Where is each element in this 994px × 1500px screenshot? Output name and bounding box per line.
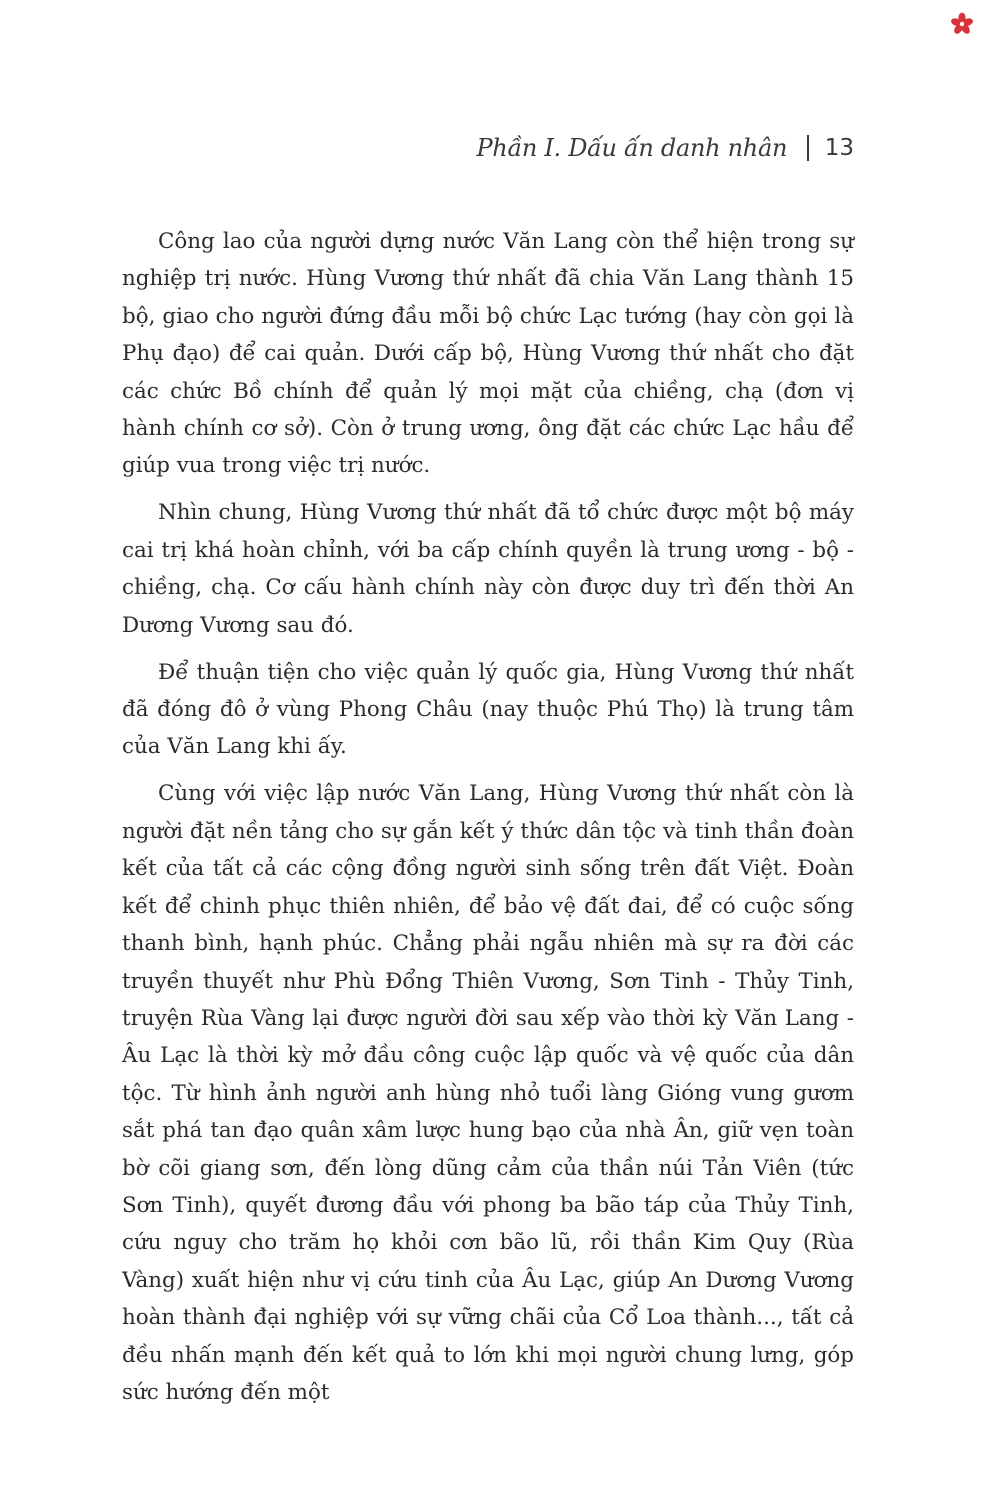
paragraph: Công lao của người dựng nước Văn Lang còn thể hiện trong sự nghiệp trị nước. Hùng Vương thứ nhất đã chia Văn Lang thành 15 bộ, giao cho người đứng đầu mỗi bộ chức Lạc tướng (hay còn gọi là Phụ đạo) để cai quản. Dưới cấp bộ, Hùng Vương thứ nhất cho đặt các chức Bồ chính để quản lý mọi mặt của chiềng, chạ (đơn vị hành chính cơ sở). Còn ở trung ương, ông đặt các chức Lạc hầu để giúp vua trong việc trị nước. bbox=[122, 229, 854, 479]
paragraph: Nhìn chung, Hùng Vương thứ nhất đã tổ chức được một bộ máy cai trị khá hoàn chỉnh, với ba cấp chính quyền là trung ương - bộ - chiềng, chạ. Cơ cấu hành chính này còn được duy trì đến thời An Dương Vương sau đó. bbox=[122, 500, 854, 638]
flower-icon bbox=[950, 12, 974, 36]
running-title: Phần I. Dấu ấn danh nhân bbox=[476, 134, 788, 162]
paragraph: Để thuận tiện cho việc quản lý quốc gia, Hùng Vương thứ nhất đã đóng đô ở vùng Phong Châu (nay thuộc Phú Thọ) là trung tâm của Văn Lang khi ấy. bbox=[122, 659, 854, 760]
paragraph: Cùng với việc lập nước Văn Lang, Hùng Vương thứ nhất còn là người đặt nền tảng cho sự gắn kết ý thức dân tộc và tinh thần đoàn kết của tất cả các cộng đồng người sinh sống trên đất Việt. Đoàn kết để chinh phục thiên nhiên, để bảo vệ đất đai, để có cuộc sống thanh bình, hạnh phúc. Chẳng phải ngẫu nhiên mà sự ra đời các truyền thuyết như Phù Đổng Thiên Vương, Sơn Tinh - Thủy Tinh, truyện Rùa Vàng lại được người đời sau xếp vào thời kỳ Văn Lang - Âu Lạc là thời kỳ mở đầu công cuộc lập quốc và vệ quốc của dân tộc. Từ hình ảnh người anh hùng nhỏ tuổi làng Gióng vung gươm sắt phá tan đạo quân xâm lược hung bạo của nhà Ân, giữ vẹn toàn bờ cõi giang sơn, đến lòng dũng cảm của thần núi Tản Viên (tức Sơn Tinh), quyết đương đầu với phong ba bão táp của Thủy Tinh, cứu nguy cho trăm họ khỏi cơn bão lũ, rồi thần Kim Quy (Rùa Vàng) xuất hiện như vị cứu tinh của Âu Lạc, giúp An Dương Vương hoàn thành đại nghiệp với sự vững chãi của Cổ Loa thành..., tất cả đều nhấn mạnh đến kết quả to lớn khi mọi người chung lưng, góp sức hướng đến một bbox=[122, 781, 854, 1405]
header-divider bbox=[807, 135, 809, 161]
body-text bbox=[122, 223, 854, 1421]
running-header bbox=[476, 128, 854, 168]
page-number: 13 bbox=[824, 135, 854, 161]
